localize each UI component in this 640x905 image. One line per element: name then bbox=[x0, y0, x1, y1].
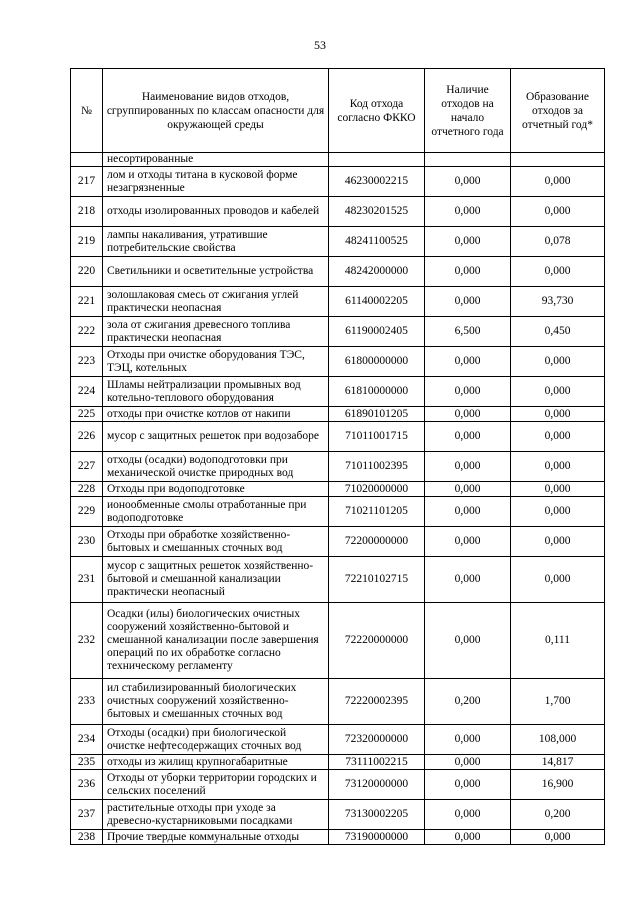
row-number: 230 bbox=[71, 527, 103, 557]
waste-name: мусор с защитных решеток при водозаборе bbox=[103, 422, 329, 452]
table-row bbox=[71, 482, 605, 497]
start-balance: 0,000 bbox=[425, 830, 511, 845]
waste-code: 46230002215 bbox=[329, 167, 425, 197]
table-row bbox=[71, 317, 605, 347]
page-number: 53 bbox=[314, 38, 326, 52]
waste-name: Отходы (осадки) при биологической очистке нефтесодержащих сточных вод bbox=[103, 725, 329, 755]
row-number bbox=[71, 153, 103, 167]
waste-name: Отходы от уборки территории городских и сельских поселений bbox=[103, 770, 329, 800]
start-balance: 0,000 bbox=[425, 603, 511, 679]
formed-amount: 14,817 bbox=[511, 755, 605, 770]
waste-code: 72200000000 bbox=[329, 527, 425, 557]
waste-name: отходы из жилищ крупногабаритные bbox=[103, 755, 329, 770]
waste-code: 73130002205 bbox=[329, 800, 425, 830]
formed-amount: 0,000 bbox=[511, 167, 605, 197]
waste-name: отходы при очистке котлов от накипи bbox=[103, 407, 329, 422]
table-row bbox=[71, 603, 605, 679]
row-number: 218 bbox=[71, 197, 103, 227]
row-number: 231 bbox=[71, 557, 103, 603]
table-row bbox=[71, 497, 605, 527]
start-balance: 0,000 bbox=[425, 167, 511, 197]
formed-amount: 0,200 bbox=[511, 800, 605, 830]
header-waste-code: Код отхода согласно ФККО bbox=[329, 69, 425, 153]
start-balance: 0,000 bbox=[425, 527, 511, 557]
formed-amount: 0,000 bbox=[511, 257, 605, 287]
table-row bbox=[71, 800, 605, 830]
start-balance: 0,000 bbox=[425, 482, 511, 497]
table-row bbox=[71, 755, 605, 770]
waste-code: 71011002395 bbox=[329, 452, 425, 482]
row-number: 236 bbox=[71, 770, 103, 800]
waste-code: 48230201525 bbox=[329, 197, 425, 227]
start-balance: 0,000 bbox=[425, 227, 511, 257]
formed-amount: 16,900 bbox=[511, 770, 605, 800]
table-row bbox=[71, 153, 605, 167]
waste-code: 72320000000 bbox=[329, 725, 425, 755]
row-number: 233 bbox=[71, 679, 103, 725]
row-number: 235 bbox=[71, 755, 103, 770]
row-number: 232 bbox=[71, 603, 103, 679]
formed-amount: 0,000 bbox=[511, 407, 605, 422]
row-number: 219 bbox=[71, 227, 103, 257]
waste-code: 71011001715 bbox=[329, 422, 425, 452]
table-row bbox=[71, 197, 605, 227]
start-balance: 0,000 bbox=[425, 557, 511, 603]
formed-amount: 0,000 bbox=[511, 557, 605, 603]
start-balance: 0,000 bbox=[425, 770, 511, 800]
waste-name: золошлаковая смесь от сжигания углей практически неопасная bbox=[103, 287, 329, 317]
table-row bbox=[71, 347, 605, 377]
formed-amount: 1,700 bbox=[511, 679, 605, 725]
waste-code: 73120000000 bbox=[329, 770, 425, 800]
header-number: № bbox=[71, 69, 103, 153]
start-balance: 0,000 bbox=[425, 452, 511, 482]
start-balance: 0,000 bbox=[425, 755, 511, 770]
row-number: 217 bbox=[71, 167, 103, 197]
formed-amount: 0,000 bbox=[511, 452, 605, 482]
waste-name: ил стабилизированный биологических очистных сооружений хозяйственно-бытовых и смешанных сточных вод bbox=[103, 679, 329, 725]
formed-amount bbox=[511, 153, 605, 167]
waste-code: 48241100525 bbox=[329, 227, 425, 257]
table-row bbox=[71, 227, 605, 257]
start-balance: 0,000 bbox=[425, 800, 511, 830]
waste-name: Отходы при водоподготовке bbox=[103, 482, 329, 497]
waste-name: отходы (осадки) водоподготовки при механической очистке природных вод bbox=[103, 452, 329, 482]
formed-amount: 0,078 bbox=[511, 227, 605, 257]
waste-code: 72220000000 bbox=[329, 603, 425, 679]
header-waste-name: Наименование видов отходов, сгруппированных по классам опасности для окружающей среды bbox=[103, 69, 329, 153]
waste-name: Прочие твердые коммунальные отходы bbox=[103, 830, 329, 845]
formed-amount: 0,000 bbox=[511, 197, 605, 227]
table-row bbox=[71, 452, 605, 482]
formed-amount: 108,000 bbox=[511, 725, 605, 755]
table-row bbox=[71, 679, 605, 725]
header-formed-amount: Образование отходов за отчетный год* bbox=[511, 69, 605, 153]
waste-code: 61890101205 bbox=[329, 407, 425, 422]
start-balance: 0,000 bbox=[425, 407, 511, 422]
waste-code: 48242000000 bbox=[329, 257, 425, 287]
start-balance: 0,000 bbox=[425, 377, 511, 407]
waste-code: 73190000000 bbox=[329, 830, 425, 845]
formed-amount: 0,000 bbox=[511, 482, 605, 497]
table-row bbox=[71, 377, 605, 407]
waste-code: 61800000000 bbox=[329, 347, 425, 377]
waste-name: ионообменные смолы отработанные при водоподготовке bbox=[103, 497, 329, 527]
waste-name: несортированные bbox=[103, 153, 329, 167]
start-balance: 0,200 bbox=[425, 679, 511, 725]
waste-code: 72220002395 bbox=[329, 679, 425, 725]
waste-code: 61140002205 bbox=[329, 287, 425, 317]
waste-name: отходы изолированных проводов и кабелей bbox=[103, 197, 329, 227]
formed-amount: 0,000 bbox=[511, 497, 605, 527]
table-row bbox=[71, 407, 605, 422]
waste-table bbox=[70, 68, 605, 845]
formed-amount: 0,000 bbox=[511, 830, 605, 845]
start-balance: 0,000 bbox=[425, 725, 511, 755]
waste-name: зола от сжигания древесного топлива практически неопасная bbox=[103, 317, 329, 347]
table-row bbox=[71, 422, 605, 452]
table-header-row bbox=[71, 69, 605, 153]
waste-name: растительные отходы при уходе за древесно-кустарниковыми посадками bbox=[103, 800, 329, 830]
table-row bbox=[71, 725, 605, 755]
header-start-balance: Наличие отходов на начало отчетного года bbox=[425, 69, 511, 153]
waste-name: лампы накаливания, утратившие потребительские свойства bbox=[103, 227, 329, 257]
table-row bbox=[71, 167, 605, 197]
waste-name: лом и отходы титана в кусковой форме незагрязненные bbox=[103, 167, 329, 197]
start-balance: 6,500 bbox=[425, 317, 511, 347]
waste-name: Шламы нейтрализации промывных вод котельно-теплового оборудования bbox=[103, 377, 329, 407]
row-number: 223 bbox=[71, 347, 103, 377]
waste-code: 61190002405 bbox=[329, 317, 425, 347]
row-number: 225 bbox=[71, 407, 103, 422]
row-number: 222 bbox=[71, 317, 103, 347]
table-row bbox=[71, 830, 605, 845]
row-number: 237 bbox=[71, 800, 103, 830]
row-number: 227 bbox=[71, 452, 103, 482]
formed-amount: 0,000 bbox=[511, 422, 605, 452]
row-number: 228 bbox=[71, 482, 103, 497]
row-number: 221 bbox=[71, 287, 103, 317]
formed-amount: 0,000 bbox=[511, 347, 605, 377]
row-number: 238 bbox=[71, 830, 103, 845]
row-number: 229 bbox=[71, 497, 103, 527]
waste-name: Отходы при очистке оборудования ТЭС, ТЭЦ, котельных bbox=[103, 347, 329, 377]
waste-code: 72210102715 bbox=[329, 557, 425, 603]
table-row bbox=[71, 770, 605, 800]
waste-name: Отходы при обработке хозяйственно-бытовых и смешанных сточных вод bbox=[103, 527, 329, 557]
start-balance: 0,000 bbox=[425, 422, 511, 452]
waste-name: Осадки (илы) биологических очистных сооружений хозяйственно-бытовой и смешанной канализации после завершения операций по их обработке согласно техническому регламенту bbox=[103, 603, 329, 679]
row-number: 234 bbox=[71, 725, 103, 755]
start-balance bbox=[425, 153, 511, 167]
formed-amount: 0,000 bbox=[511, 377, 605, 407]
start-balance: 0,000 bbox=[425, 287, 511, 317]
table-row bbox=[71, 287, 605, 317]
start-balance: 0,000 bbox=[425, 197, 511, 227]
formed-amount: 93,730 bbox=[511, 287, 605, 317]
table-row bbox=[71, 557, 605, 603]
table-row bbox=[71, 257, 605, 287]
table-body bbox=[71, 153, 605, 845]
waste-code: 71021101205 bbox=[329, 497, 425, 527]
formed-amount: 0,000 bbox=[511, 527, 605, 557]
row-number: 226 bbox=[71, 422, 103, 452]
formed-amount: 0,450 bbox=[511, 317, 605, 347]
table-row bbox=[71, 527, 605, 557]
start-balance: 0,000 bbox=[425, 497, 511, 527]
row-number: 224 bbox=[71, 377, 103, 407]
waste-code: 73111002215 bbox=[329, 755, 425, 770]
waste-name: мусор с защитных решеток хозяйственно-бытовой и смешанной канализации практически неопасный bbox=[103, 557, 329, 603]
start-balance: 0,000 bbox=[425, 347, 511, 377]
waste-code bbox=[329, 153, 425, 167]
waste-name: Светильники и осветительные устройства bbox=[103, 257, 329, 287]
waste-code: 61810000000 bbox=[329, 377, 425, 407]
row-number: 220 bbox=[71, 257, 103, 287]
start-balance: 0,000 bbox=[425, 257, 511, 287]
formed-amount: 0,111 bbox=[511, 603, 605, 679]
waste-code: 71020000000 bbox=[329, 482, 425, 497]
